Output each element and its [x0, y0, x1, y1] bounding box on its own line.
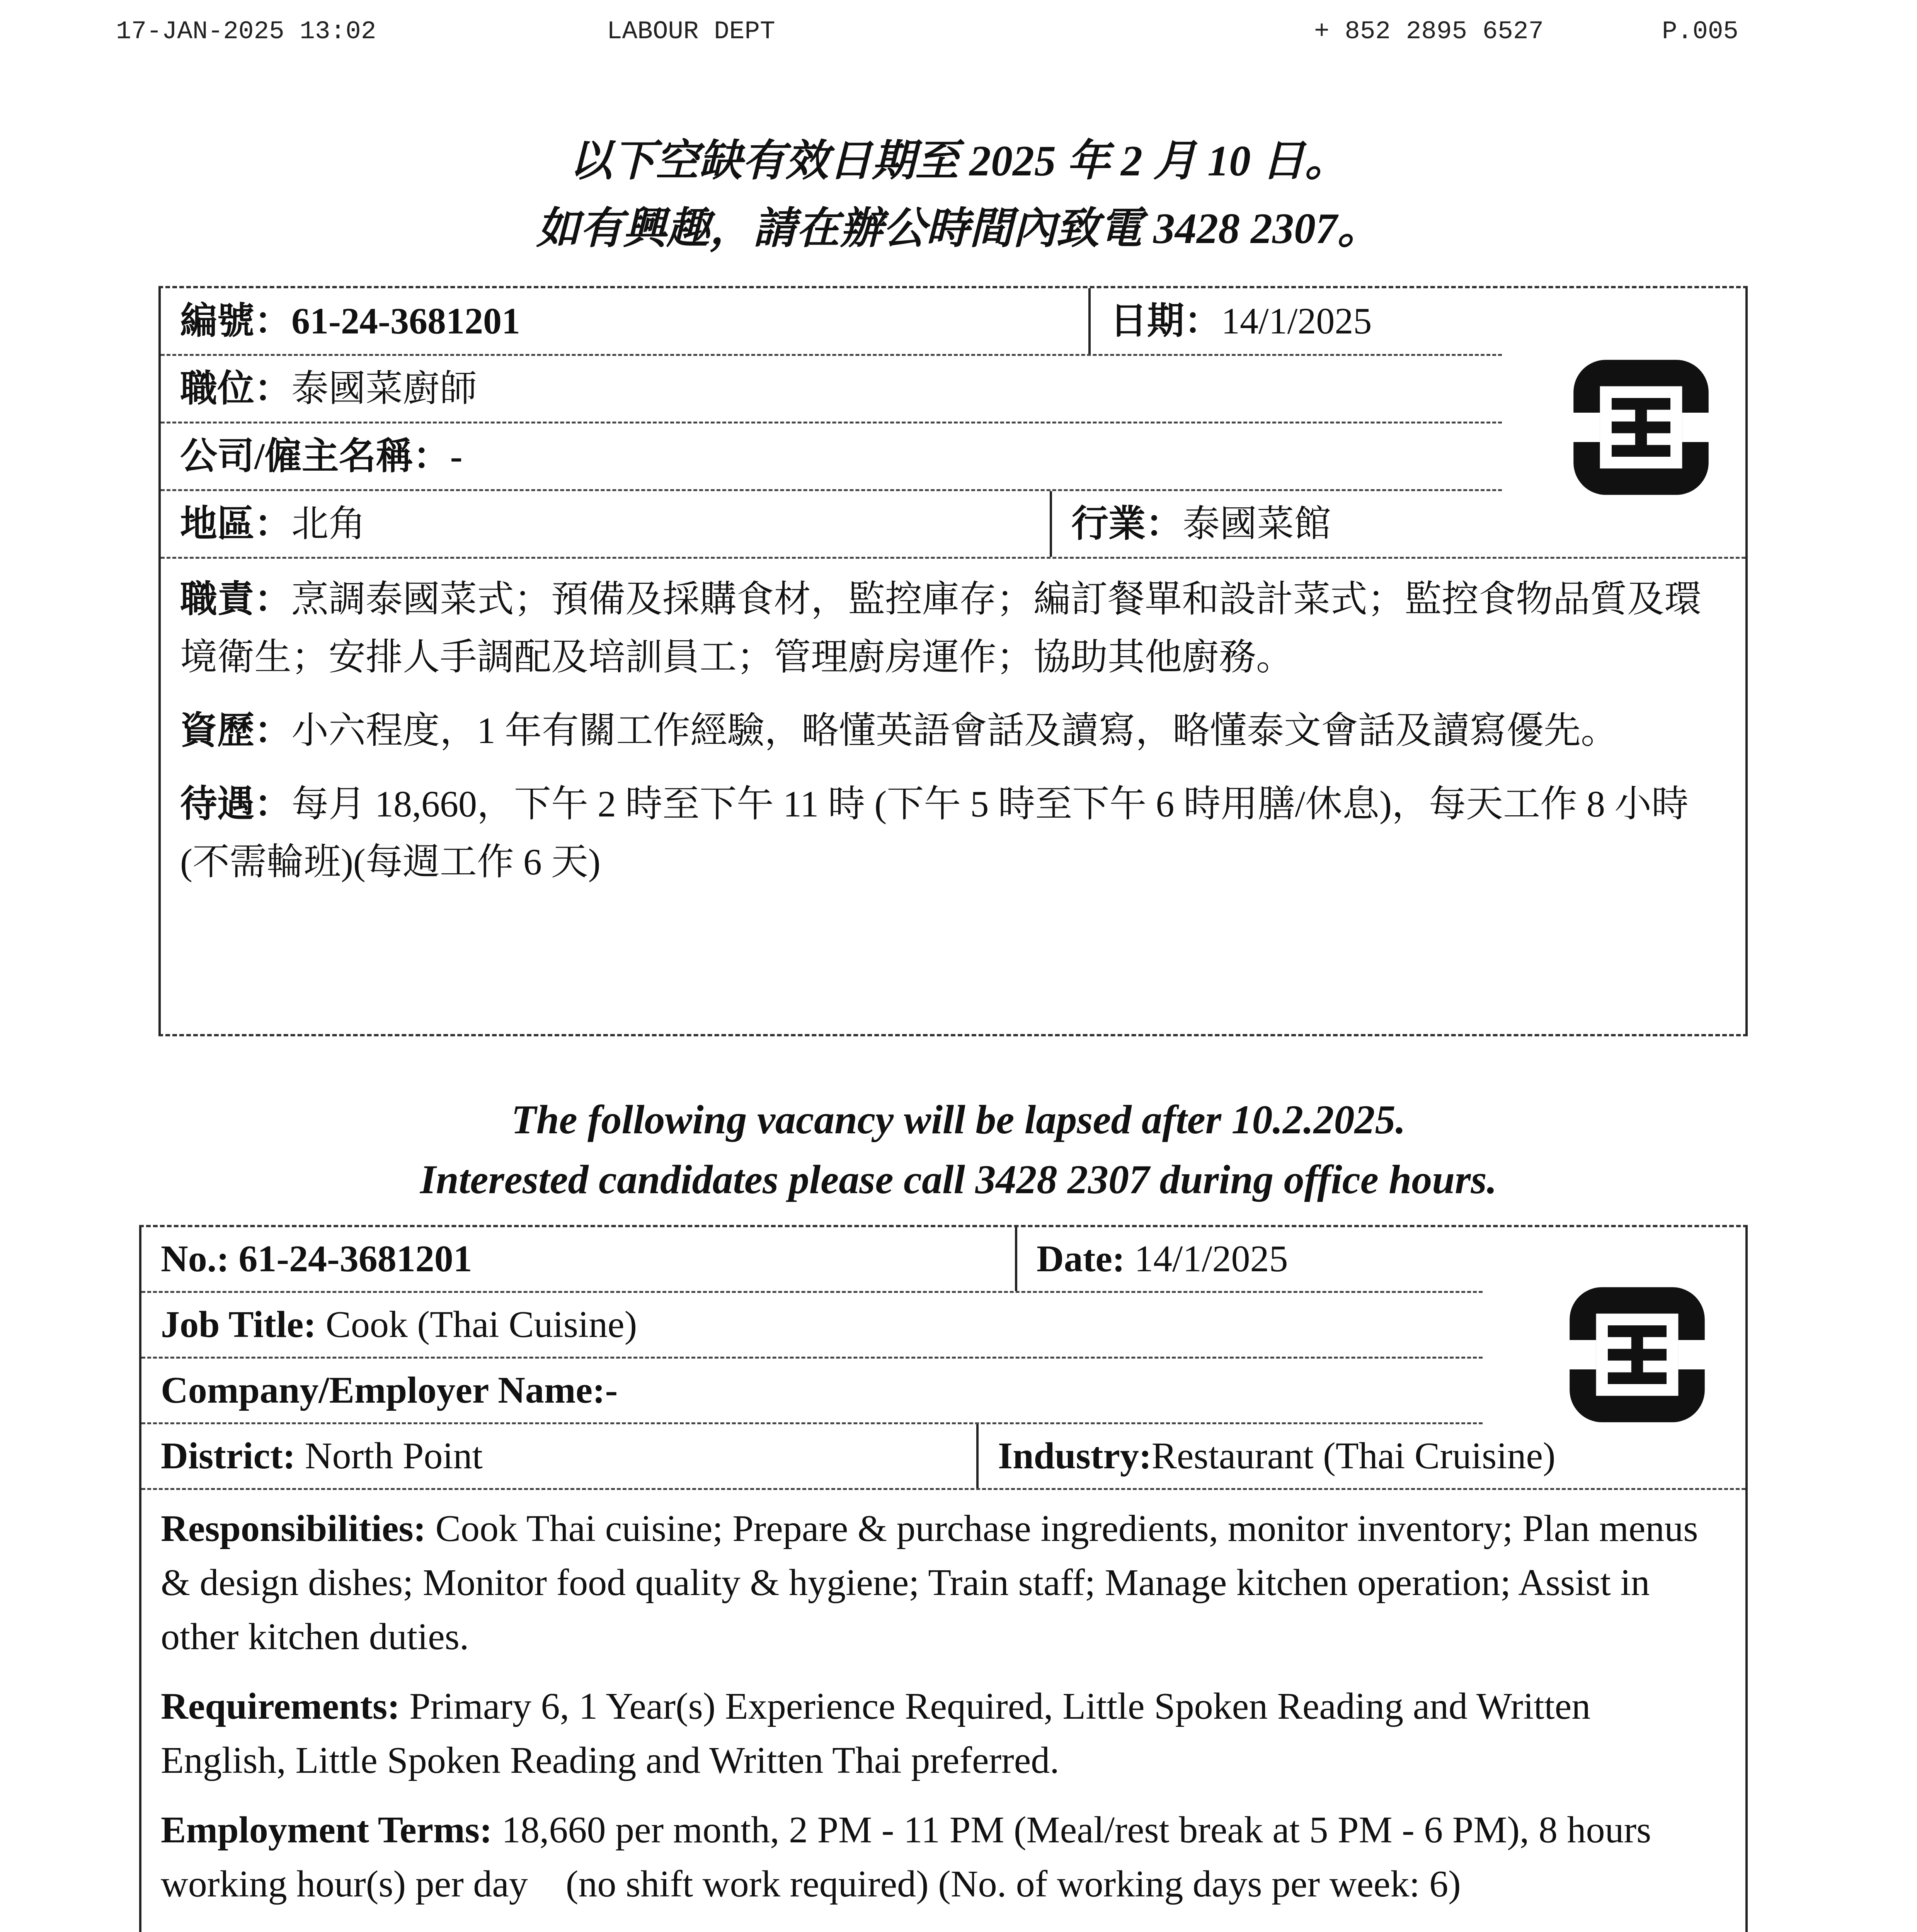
vacancy-card-english — [139, 1225, 1748, 1932]
company-row — [141, 1359, 1483, 1424]
date-cell — [1015, 1227, 1288, 1291]
requirements-value: 小六程度，1 年有關工作經驗，略懂英語會話及讀寫，略懂泰文會話及讀寫優先。 — [291, 710, 1618, 751]
terms-value: 每月 18,660，下午 2 時至下午 11 時 (下午 5 時至下午 6 時用膳/休息)，每天工作 8 小時 (不需輪班)(每週工作 6 天) — [180, 783, 1726, 883]
job-title-label: Job Title: — [161, 1304, 326, 1345]
job-title-row — [161, 356, 1502, 423]
vacancy-number-row — [161, 288, 1502, 356]
requirements-label: Requirements: — [161, 1685, 410, 1727]
company-value: - — [605, 1369, 618, 1411]
fax-header — [116, 17, 1762, 52]
vacancy-number-label: 編號： — [180, 300, 291, 342]
district-value: North Point — [305, 1435, 483, 1477]
notice-english — [0, 1090, 1917, 1209]
job-title-value: Cook (Thai Cuisine) — [325, 1304, 637, 1345]
requirements-value: Primary 6, 1 Year(s) Experience Required, Little Spoken Reading and Written English, Little Spoken Reading and Written Thai preferred. — [161, 1685, 1591, 1781]
requirements-paragraph — [161, 690, 1745, 764]
company-value: - — [450, 435, 463, 477]
terms-paragraph — [161, 764, 1745, 895]
company-label: Company/Employer Name: — [161, 1369, 605, 1411]
notice-english-line1: The following vacancy will be lapsed after 10.2.2025. — [511, 1097, 1406, 1142]
vacancy-number-value: 61-24-3681201 — [238, 1238, 472, 1280]
terms-label: 待遇： — [180, 783, 291, 825]
fax-page-number: P.005 — [1662, 17, 1739, 46]
district-row — [141, 1424, 1745, 1490]
fax-datetime: 17-JAN-2025 13:02 — [116, 17, 376, 46]
notice-english-line2: Interested candidates please call 3428 2307 during office hours. — [420, 1157, 1497, 1202]
vacancy-number-label: No.: — [161, 1238, 239, 1280]
industry-cell — [976, 1424, 1556, 1488]
job-title-value: 泰國菜廚師 — [291, 368, 477, 409]
fax-department: LABOUR DEPT — [607, 17, 775, 46]
employment-terms-label: Employment Terms: — [161, 1809, 502, 1851]
industry-value: Restaurant (Thai Cruisine) — [1151, 1435, 1556, 1477]
industry-cell — [1050, 491, 1331, 557]
industry-label: 行業： — [1071, 503, 1183, 544]
date-label: Date: — [1037, 1238, 1135, 1280]
industry-label: Industry: — [998, 1435, 1152, 1477]
district-label: District: — [161, 1435, 305, 1477]
responsibilities-paragraph — [141, 1490, 1745, 1668]
responsibilities-value: Cook Thai cuisine; Prepare & purchase ingredients, monitor inventory; Plan menus & design dishes; Monitor food quality & hygiene; Train staff; Manage kitchen operation; Assist in other kitchen duties. — [161, 1508, 1698, 1658]
company-row — [161, 423, 1502, 491]
fax-phone: + 852 2895 6527 — [1314, 17, 1544, 46]
vacancy-number-row — [141, 1227, 1483, 1293]
date-value: 14/1/2025 — [1221, 300, 1372, 342]
duties-label: 職責： — [180, 578, 291, 620]
labour-department-logo-icon — [1568, 354, 1714, 501]
requirements-paragraph — [141, 1668, 1745, 1791]
industry-value: 泰國菜館 — [1183, 503, 1331, 544]
vacancy-card-chinese — [158, 286, 1748, 1036]
date-label: 日期： — [1110, 300, 1221, 342]
job-title-row — [141, 1293, 1483, 1359]
date-cell — [1088, 288, 1372, 354]
company-label: 公司/僱主名稱： — [180, 435, 450, 477]
job-title-label: 職位： — [180, 368, 291, 409]
employment-terms-paragraph — [141, 1791, 1745, 1915]
duties-value: 烹調泰國菜式；預備及採購食材，監控庫存；編訂餐單和設計菜式；監控食物品質及環境衛生；安排人手調配及培訓員工；管理廚房運作；協助其他廚務。 — [180, 578, 1701, 678]
district-row — [161, 491, 1745, 559]
notice-chinese-line2: 如有興趣，請在辦公時間內致電 3428 2307。 — [536, 205, 1381, 253]
responsibilities-label: Responsibilities: — [161, 1508, 436, 1549]
employment-terms-value: 18,660 per month, 2 PM - 11 PM (Meal/rest break at 5 PM - 6 PM), 8 hours working hour(s) per day (no shift work required) (No. of working days per week: 6) — [161, 1809, 1651, 1905]
district-label: 地區： — [180, 503, 291, 544]
notice-chinese-line1: 以下空缺有效日期至 2025 年 2 月 10 日。 — [569, 137, 1348, 185]
labour-department-logo-icon — [1564, 1281, 1711, 1428]
date-value: 14/1/2025 — [1134, 1238, 1288, 1280]
duties-paragraph — [161, 559, 1745, 690]
vacancy-number-value: 61-24-3681201 — [291, 300, 520, 342]
district-value: 北角 — [291, 503, 366, 544]
requirements-label: 資歷： — [180, 710, 291, 751]
notice-chinese — [0, 128, 1917, 263]
